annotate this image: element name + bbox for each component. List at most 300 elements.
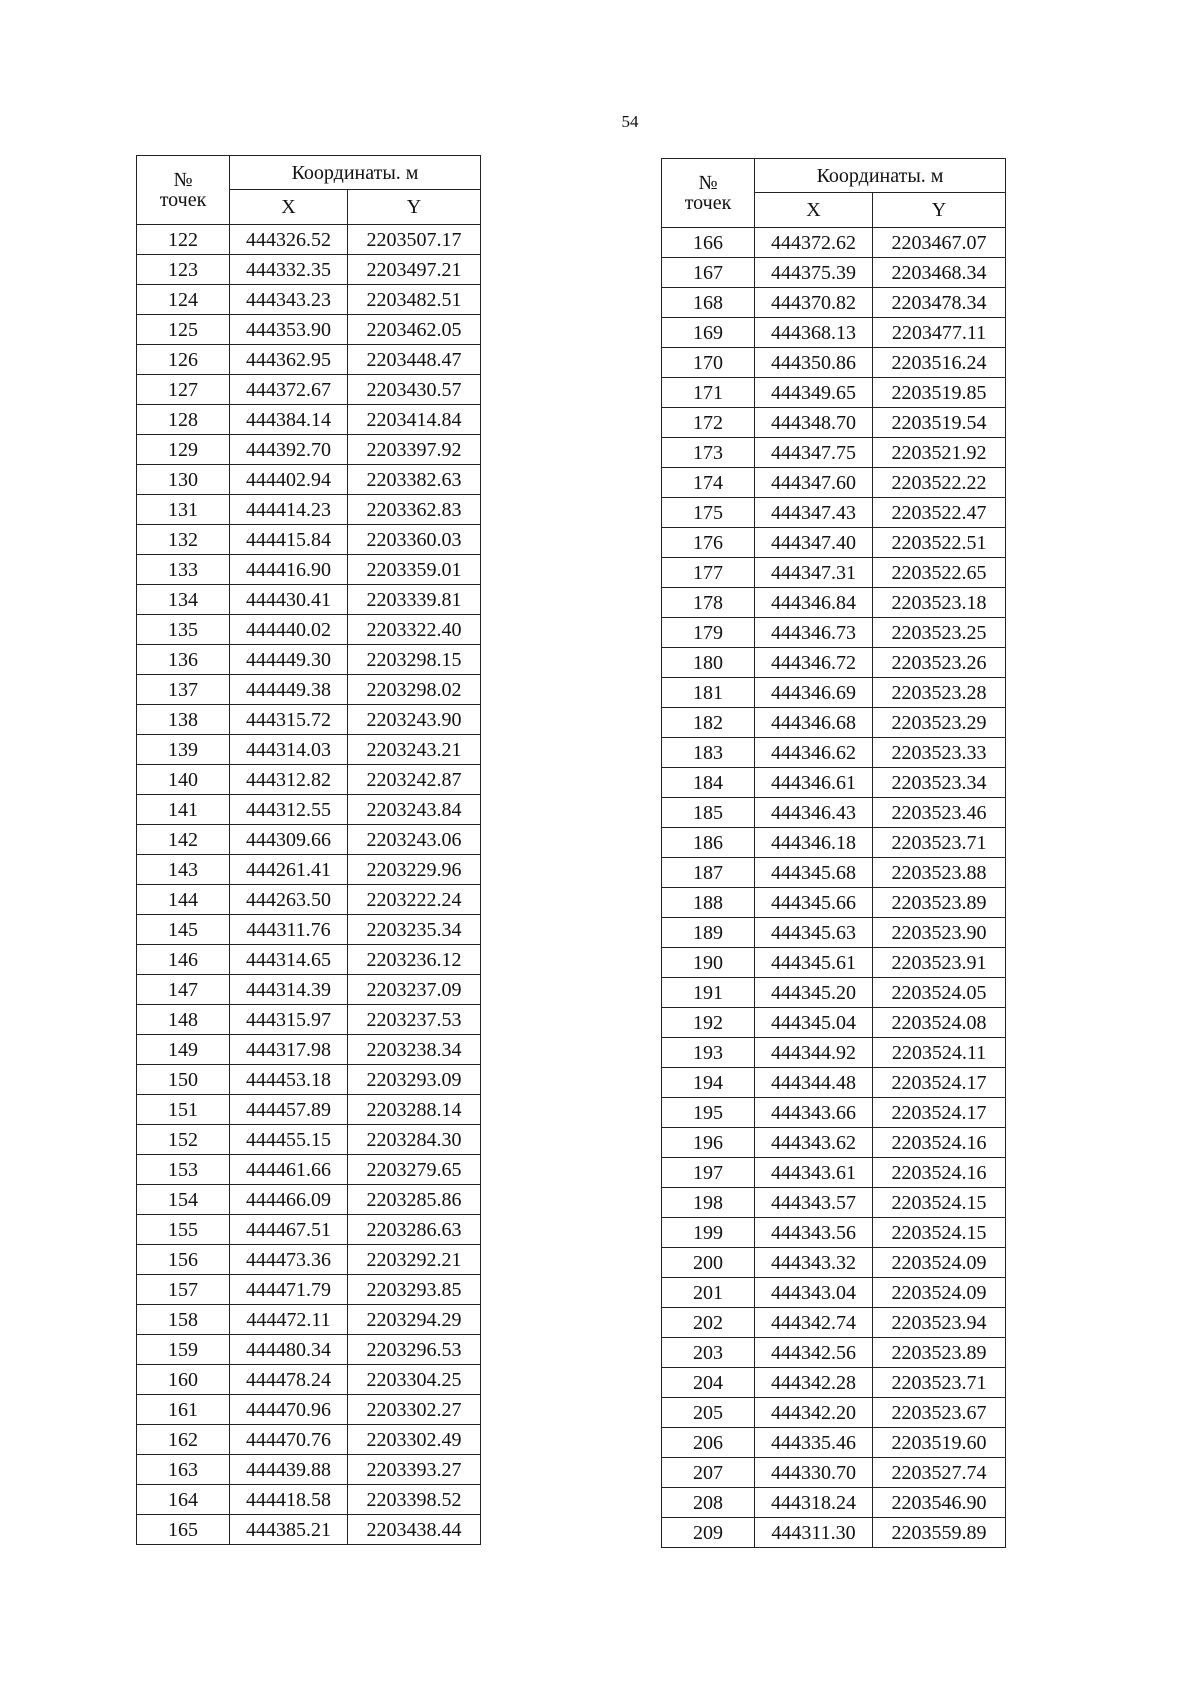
y-coordinate-cell: 2203360.03	[348, 525, 481, 555]
table-row	[137, 315, 481, 345]
y-column-header: Y	[873, 193, 1006, 228]
x-coordinate-cell: 444449.30	[230, 645, 348, 675]
point-number-cell: 168	[662, 288, 755, 318]
table-row	[137, 255, 481, 285]
point-number-cell: 145	[137, 915, 230, 945]
y-coordinate-cell: 2203523.91	[873, 948, 1006, 978]
y-coordinate-cell: 2203523.71	[873, 1368, 1006, 1398]
x-coordinate-cell: 444347.43	[755, 498, 873, 528]
point-number-cell: 131	[137, 495, 230, 525]
point-number-cell: 161	[137, 1395, 230, 1425]
x-coordinate-cell: 444416.90	[230, 555, 348, 585]
y-coordinate-cell: 2203524.05	[873, 978, 1006, 1008]
x-coordinate-cell: 444318.24	[755, 1488, 873, 1518]
x-coordinate-cell: 444311.76	[230, 915, 348, 945]
x-coordinate-cell: 444343.04	[755, 1278, 873, 1308]
point-number-cell: 206	[662, 1428, 755, 1458]
coordinates-header: Координаты. м	[230, 156, 481, 190]
table-row	[662, 588, 1006, 618]
y-coordinate-cell: 2203229.96	[348, 855, 481, 885]
y-coordinate-cell: 2203522.22	[873, 468, 1006, 498]
y-coordinate-cell: 2203238.34	[348, 1035, 481, 1065]
y-coordinate-cell: 2203293.85	[348, 1275, 481, 1305]
point-number-cell: 209	[662, 1518, 755, 1548]
point-number-cell: 154	[137, 1185, 230, 1215]
y-coordinate-cell: 2203462.05	[348, 315, 481, 345]
y-coordinate-cell: 2203523.18	[873, 588, 1006, 618]
x-coordinate-cell: 444345.68	[755, 858, 873, 888]
table-row	[137, 1155, 481, 1185]
y-coordinate-cell: 2203522.65	[873, 558, 1006, 588]
table-row	[137, 285, 481, 315]
y-coordinate-cell: 2203478.34	[873, 288, 1006, 318]
table-row	[137, 1125, 481, 1155]
table-row	[137, 1245, 481, 1275]
y-coordinate-cell: 2203302.27	[348, 1395, 481, 1425]
y-coordinate-cell: 2203398.52	[348, 1485, 481, 1515]
table-row	[662, 1428, 1006, 1458]
y-coordinate-cell: 2203523.89	[873, 888, 1006, 918]
x-coordinate-cell: 444311.30	[755, 1518, 873, 1548]
table-row	[137, 465, 481, 495]
y-coordinate-cell: 2203302.49	[348, 1425, 481, 1455]
y-coordinate-cell: 2203285.86	[348, 1185, 481, 1215]
x-coordinate-cell: 444372.62	[755, 228, 873, 258]
y-coordinate-cell: 2203393.27	[348, 1455, 481, 1485]
point-number-header	[137, 156, 230, 225]
x-coordinate-cell: 444346.69	[755, 678, 873, 708]
point-number-cell: 144	[137, 885, 230, 915]
coordinates-header: Координаты. м	[755, 159, 1006, 193]
x-coordinate-cell: 444472.11	[230, 1305, 348, 1335]
table-row	[137, 525, 481, 555]
point-number-cell: 184	[662, 768, 755, 798]
point-number-cell: 191	[662, 978, 755, 1008]
y-coordinate-cell: 2203524.15	[873, 1188, 1006, 1218]
point-number-cell: 190	[662, 948, 755, 978]
table-row	[137, 645, 481, 675]
table-row	[137, 855, 481, 885]
x-coordinate-cell: 444344.92	[755, 1038, 873, 1068]
point-number-cell: 122	[137, 225, 230, 255]
x-coordinate-cell: 444370.82	[755, 288, 873, 318]
table-row	[662, 1278, 1006, 1308]
table-row	[662, 1488, 1006, 1518]
table-row	[662, 948, 1006, 978]
table-row	[662, 648, 1006, 678]
point-number-cell: 136	[137, 645, 230, 675]
x-coordinate-cell: 444346.43	[755, 798, 873, 828]
y-coordinate-cell: 2203519.60	[873, 1428, 1006, 1458]
point-number-cell: 167	[662, 258, 755, 288]
point-number-cell: 183	[662, 738, 755, 768]
table-row	[137, 825, 481, 855]
number-sign-label: №	[173, 169, 193, 191]
point-number-cell: 153	[137, 1155, 230, 1185]
x-coordinate-cell: 444309.66	[230, 825, 348, 855]
point-number-cell: 164	[137, 1485, 230, 1515]
x-coordinate-cell: 444345.61	[755, 948, 873, 978]
table-row	[662, 858, 1006, 888]
y-coordinate-cell: 2203286.63	[348, 1215, 481, 1245]
point-number-cell: 204	[662, 1368, 755, 1398]
y-coordinate-cell: 2203523.71	[873, 828, 1006, 858]
y-coordinate-cell: 2203522.51	[873, 528, 1006, 558]
x-coordinate-cell: 444346.68	[755, 708, 873, 738]
table-row	[662, 558, 1006, 588]
y-coordinate-cell: 2203521.92	[873, 438, 1006, 468]
x-coordinate-cell: 444335.46	[755, 1428, 873, 1458]
x-coordinate-cell: 444430.41	[230, 585, 348, 615]
point-number-header	[662, 159, 755, 228]
point-number-cell: 126	[137, 345, 230, 375]
number-sign-label: №	[698, 172, 718, 194]
table-row	[137, 885, 481, 915]
page-number: 54	[621, 112, 639, 131]
y-coordinate-cell: 2203292.21	[348, 1245, 481, 1275]
table-row	[662, 708, 1006, 738]
y-coordinate-cell: 2203507.17	[348, 225, 481, 255]
table-row	[662, 978, 1006, 1008]
table-row	[137, 735, 481, 765]
y-coordinate-cell: 2203243.90	[348, 705, 481, 735]
table-row	[137, 795, 481, 825]
x-coordinate-cell: 444466.09	[230, 1185, 348, 1215]
y-coordinate-cell: 2203468.34	[873, 258, 1006, 288]
y-coordinate-cell: 2203559.89	[873, 1518, 1006, 1548]
x-coordinate-cell: 444449.38	[230, 675, 348, 705]
y-coordinate-cell: 2203362.83	[348, 495, 481, 525]
y-coordinate-cell: 2203524.11	[873, 1038, 1006, 1068]
point-number-cell: 207	[662, 1458, 755, 1488]
y-coordinate-cell: 2203523.89	[873, 1338, 1006, 1368]
coordinates-table-right	[661, 158, 1006, 1548]
point-number-cell: 177	[662, 558, 755, 588]
coordinates-table-left	[136, 155, 481, 1545]
point-number-cell: 199	[662, 1218, 755, 1248]
point-number-cell: 123	[137, 255, 230, 285]
point-number-cell: 205	[662, 1398, 755, 1428]
table-row	[137, 1005, 481, 1035]
y-coordinate-cell: 2203516.24	[873, 348, 1006, 378]
y-coordinate-cell: 2203523.33	[873, 738, 1006, 768]
point-number-cell: 137	[137, 675, 230, 705]
y-coordinate-cell: 2203293.09	[348, 1065, 481, 1095]
table-row	[662, 1098, 1006, 1128]
x-coordinate-cell: 444402.94	[230, 465, 348, 495]
point-number-cell: 142	[137, 825, 230, 855]
table-row	[662, 258, 1006, 288]
x-coordinate-cell: 444453.18	[230, 1065, 348, 1095]
point-number-cell: 182	[662, 708, 755, 738]
point-number-cell: 173	[662, 438, 755, 468]
point-number-cell: 129	[137, 435, 230, 465]
y-coordinate-cell: 2203339.81	[348, 585, 481, 615]
point-number-cell: 197	[662, 1158, 755, 1188]
y-coordinate-cell: 2203237.53	[348, 1005, 481, 1035]
table-row	[137, 1065, 481, 1095]
x-coordinate-cell: 444344.48	[755, 1068, 873, 1098]
table-row	[662, 1518, 1006, 1548]
y-coordinate-cell: 2203519.85	[873, 378, 1006, 408]
table-row	[137, 405, 481, 435]
table-row	[137, 705, 481, 735]
y-coordinate-cell: 2203236.12	[348, 945, 481, 975]
x-coordinate-cell: 444345.66	[755, 888, 873, 918]
table-row	[137, 1275, 481, 1305]
y-coordinate-cell: 2203294.29	[348, 1305, 481, 1335]
x-coordinate-cell: 444315.72	[230, 705, 348, 735]
y-coordinate-cell: 2203477.11	[873, 318, 1006, 348]
x-coordinate-cell: 444332.35	[230, 255, 348, 285]
table-row	[137, 225, 481, 255]
y-coordinate-cell: 2203524.08	[873, 1008, 1006, 1038]
x-coordinate-cell: 444470.96	[230, 1395, 348, 1425]
x-coordinate-cell: 444347.31	[755, 558, 873, 588]
table-row	[137, 1035, 481, 1065]
point-number-cell: 193	[662, 1038, 755, 1068]
y-coordinate-cell: 2203243.84	[348, 795, 481, 825]
x-coordinate-cell: 444480.34	[230, 1335, 348, 1365]
point-number-cell: 201	[662, 1278, 755, 1308]
y-coordinate-cell: 2203288.14	[348, 1095, 481, 1125]
x-coordinate-cell: 444312.55	[230, 795, 348, 825]
x-coordinate-cell: 444314.65	[230, 945, 348, 975]
point-number-cell: 192	[662, 1008, 755, 1038]
point-number-cell: 133	[137, 555, 230, 585]
point-number-cell: 130	[137, 465, 230, 495]
table-row	[662, 888, 1006, 918]
table-row	[662, 1128, 1006, 1158]
y-coordinate-cell: 2203523.29	[873, 708, 1006, 738]
point-number-cell: 158	[137, 1305, 230, 1335]
point-number-cell: 202	[662, 1308, 755, 1338]
y-coordinate-cell: 2203523.88	[873, 858, 1006, 888]
x-coordinate-cell: 444362.95	[230, 345, 348, 375]
x-coordinate-cell: 444346.62	[755, 738, 873, 768]
point-number-cell: 189	[662, 918, 755, 948]
table-row	[662, 1068, 1006, 1098]
table-row	[137, 495, 481, 525]
point-number-cell: 163	[137, 1455, 230, 1485]
point-number-cell: 162	[137, 1425, 230, 1455]
y-coordinate-cell: 2203279.65	[348, 1155, 481, 1185]
x-coordinate-cell: 444347.40	[755, 528, 873, 558]
point-number-cell: 172	[662, 408, 755, 438]
x-coordinate-cell: 444343.62	[755, 1128, 873, 1158]
table-row	[662, 498, 1006, 528]
x-coordinate-cell: 444347.60	[755, 468, 873, 498]
x-coordinate-cell: 444384.14	[230, 405, 348, 435]
left-table-body	[137, 225, 481, 1545]
point-number-cell: 175	[662, 498, 755, 528]
point-number-cell: 174	[662, 468, 755, 498]
x-coordinate-cell: 444346.72	[755, 648, 873, 678]
y-coordinate-cell: 2203527.74	[873, 1458, 1006, 1488]
x-column-header: X	[755, 193, 873, 228]
x-coordinate-cell: 444346.73	[755, 618, 873, 648]
x-coordinate-cell: 444470.76	[230, 1425, 348, 1455]
y-coordinate-cell: 2203296.53	[348, 1335, 481, 1365]
x-coordinate-cell: 444349.65	[755, 378, 873, 408]
point-number-cell: 178	[662, 588, 755, 618]
x-coordinate-cell: 444348.70	[755, 408, 873, 438]
table-row	[662, 738, 1006, 768]
table-row	[662, 288, 1006, 318]
y-coordinate-cell: 2203284.30	[348, 1125, 481, 1155]
point-number-cell: 156	[137, 1245, 230, 1275]
x-coordinate-cell: 444461.66	[230, 1155, 348, 1185]
point-number-cell: 194	[662, 1068, 755, 1098]
x-coordinate-cell: 444455.15	[230, 1125, 348, 1155]
point-number-cell: 170	[662, 348, 755, 378]
table-row	[662, 348, 1006, 378]
y-coordinate-cell: 2203298.15	[348, 645, 481, 675]
table-row	[137, 1095, 481, 1125]
y-coordinate-cell: 2203235.34	[348, 915, 481, 945]
y-coordinate-cell: 2203524.09	[873, 1248, 1006, 1278]
point-number-cell: 149	[137, 1035, 230, 1065]
point-number-cell: 157	[137, 1275, 230, 1305]
y-coordinate-cell: 2203523.28	[873, 678, 1006, 708]
right-table-body	[662, 228, 1006, 1548]
point-number-cell: 195	[662, 1098, 755, 1128]
y-coordinate-cell: 2203497.21	[348, 255, 481, 285]
x-coordinate-cell: 444385.21	[230, 1515, 348, 1545]
table-row	[137, 1515, 481, 1545]
y-coordinate-cell: 2203523.90	[873, 918, 1006, 948]
y-coordinate-cell: 2203524.17	[873, 1098, 1006, 1128]
point-number-cell: 150	[137, 1065, 230, 1095]
x-coordinate-cell: 444342.74	[755, 1308, 873, 1338]
table-row	[137, 555, 481, 585]
table-row	[137, 1185, 481, 1215]
point-number-cell: 124	[137, 285, 230, 315]
point-number-cell: 138	[137, 705, 230, 735]
y-coordinate-cell: 2203524.15	[873, 1218, 1006, 1248]
point-number-cell: 134	[137, 585, 230, 615]
point-number-cell: 160	[137, 1365, 230, 1395]
table-row	[662, 618, 1006, 648]
table-row	[662, 1038, 1006, 1068]
point-number-cell: 181	[662, 678, 755, 708]
table-row	[137, 1395, 481, 1425]
y-coordinate-cell: 2203519.54	[873, 408, 1006, 438]
y-coordinate-cell: 2203322.40	[348, 615, 481, 645]
point-number-cell: 139	[137, 735, 230, 765]
point-number-cell: 203	[662, 1338, 755, 1368]
table-row	[662, 408, 1006, 438]
table-row	[137, 375, 481, 405]
x-coordinate-cell: 444414.23	[230, 495, 348, 525]
table-row	[137, 1485, 481, 1515]
table-row	[137, 915, 481, 945]
table-row	[662, 1158, 1006, 1188]
y-coordinate-cell: 2203222.24	[348, 885, 481, 915]
point-number-cell: 208	[662, 1488, 755, 1518]
y-coordinate-cell: 2203482.51	[348, 285, 481, 315]
point-number-cell: 171	[662, 378, 755, 408]
y-coordinate-cell: 2203523.25	[873, 618, 1006, 648]
point-number-cell: 141	[137, 795, 230, 825]
y-coordinate-cell: 2203523.26	[873, 648, 1006, 678]
x-column-header: X	[230, 190, 348, 225]
point-number-cell: 143	[137, 855, 230, 885]
x-coordinate-cell: 444345.04	[755, 1008, 873, 1038]
point-number-cell: 135	[137, 615, 230, 645]
table-row	[137, 1215, 481, 1245]
table-row	[137, 1425, 481, 1455]
y-coordinate-cell: 2203524.09	[873, 1278, 1006, 1308]
table-row	[137, 1335, 481, 1365]
table-row	[662, 678, 1006, 708]
point-number-cell: 140	[137, 765, 230, 795]
table-row	[662, 1398, 1006, 1428]
x-coordinate-cell: 444471.79	[230, 1275, 348, 1305]
table-row	[662, 1368, 1006, 1398]
y-coordinate-cell: 2203237.09	[348, 975, 481, 1005]
x-coordinate-cell: 444478.24	[230, 1365, 348, 1395]
y-coordinate-cell: 2203546.90	[873, 1488, 1006, 1518]
y-coordinate-cell: 2203448.47	[348, 345, 481, 375]
table-row	[662, 378, 1006, 408]
y-coordinate-cell: 2203414.84	[348, 405, 481, 435]
x-coordinate-cell: 444457.89	[230, 1095, 348, 1125]
point-number-cell: 146	[137, 945, 230, 975]
table-row	[137, 1365, 481, 1395]
point-number-cell: 155	[137, 1215, 230, 1245]
table-row	[137, 585, 481, 615]
point-number-cell: 198	[662, 1188, 755, 1218]
y-coordinate-cell: 2203298.02	[348, 675, 481, 705]
table-row	[662, 1008, 1006, 1038]
point-number-cell: 179	[662, 618, 755, 648]
x-coordinate-cell: 444473.36	[230, 1245, 348, 1275]
table-row	[662, 468, 1006, 498]
point-number-cell: 127	[137, 375, 230, 405]
x-coordinate-cell: 444342.56	[755, 1338, 873, 1368]
x-coordinate-cell: 444343.61	[755, 1158, 873, 1188]
y-coordinate-cell: 2203523.67	[873, 1398, 1006, 1428]
y-coordinate-cell: 2203438.44	[348, 1515, 481, 1545]
y-coordinate-cell: 2203524.16	[873, 1158, 1006, 1188]
y-coordinate-cell: 2203467.07	[873, 228, 1006, 258]
table-row	[137, 1455, 481, 1485]
table-row	[662, 798, 1006, 828]
x-coordinate-cell: 444326.52	[230, 225, 348, 255]
x-coordinate-cell: 444467.51	[230, 1215, 348, 1245]
x-coordinate-cell: 444345.20	[755, 978, 873, 1008]
point-number-cell: 159	[137, 1335, 230, 1365]
x-coordinate-cell: 444440.02	[230, 615, 348, 645]
point-number-cell: 185	[662, 798, 755, 828]
x-coordinate-cell: 444346.61	[755, 768, 873, 798]
table-row	[662, 1458, 1006, 1488]
x-coordinate-cell: 444343.56	[755, 1218, 873, 1248]
point-number-cell: 147	[137, 975, 230, 1005]
x-coordinate-cell: 444347.75	[755, 438, 873, 468]
point-number-cell: 125	[137, 315, 230, 345]
x-coordinate-cell: 444312.82	[230, 765, 348, 795]
x-coordinate-cell: 444342.28	[755, 1368, 873, 1398]
x-coordinate-cell: 444418.58	[230, 1485, 348, 1515]
table-row	[662, 918, 1006, 948]
x-coordinate-cell: 444345.63	[755, 918, 873, 948]
point-number-cell: 132	[137, 525, 230, 555]
x-coordinate-cell: 444314.39	[230, 975, 348, 1005]
x-coordinate-cell: 444314.03	[230, 735, 348, 765]
point-number-cell: 148	[137, 1005, 230, 1035]
